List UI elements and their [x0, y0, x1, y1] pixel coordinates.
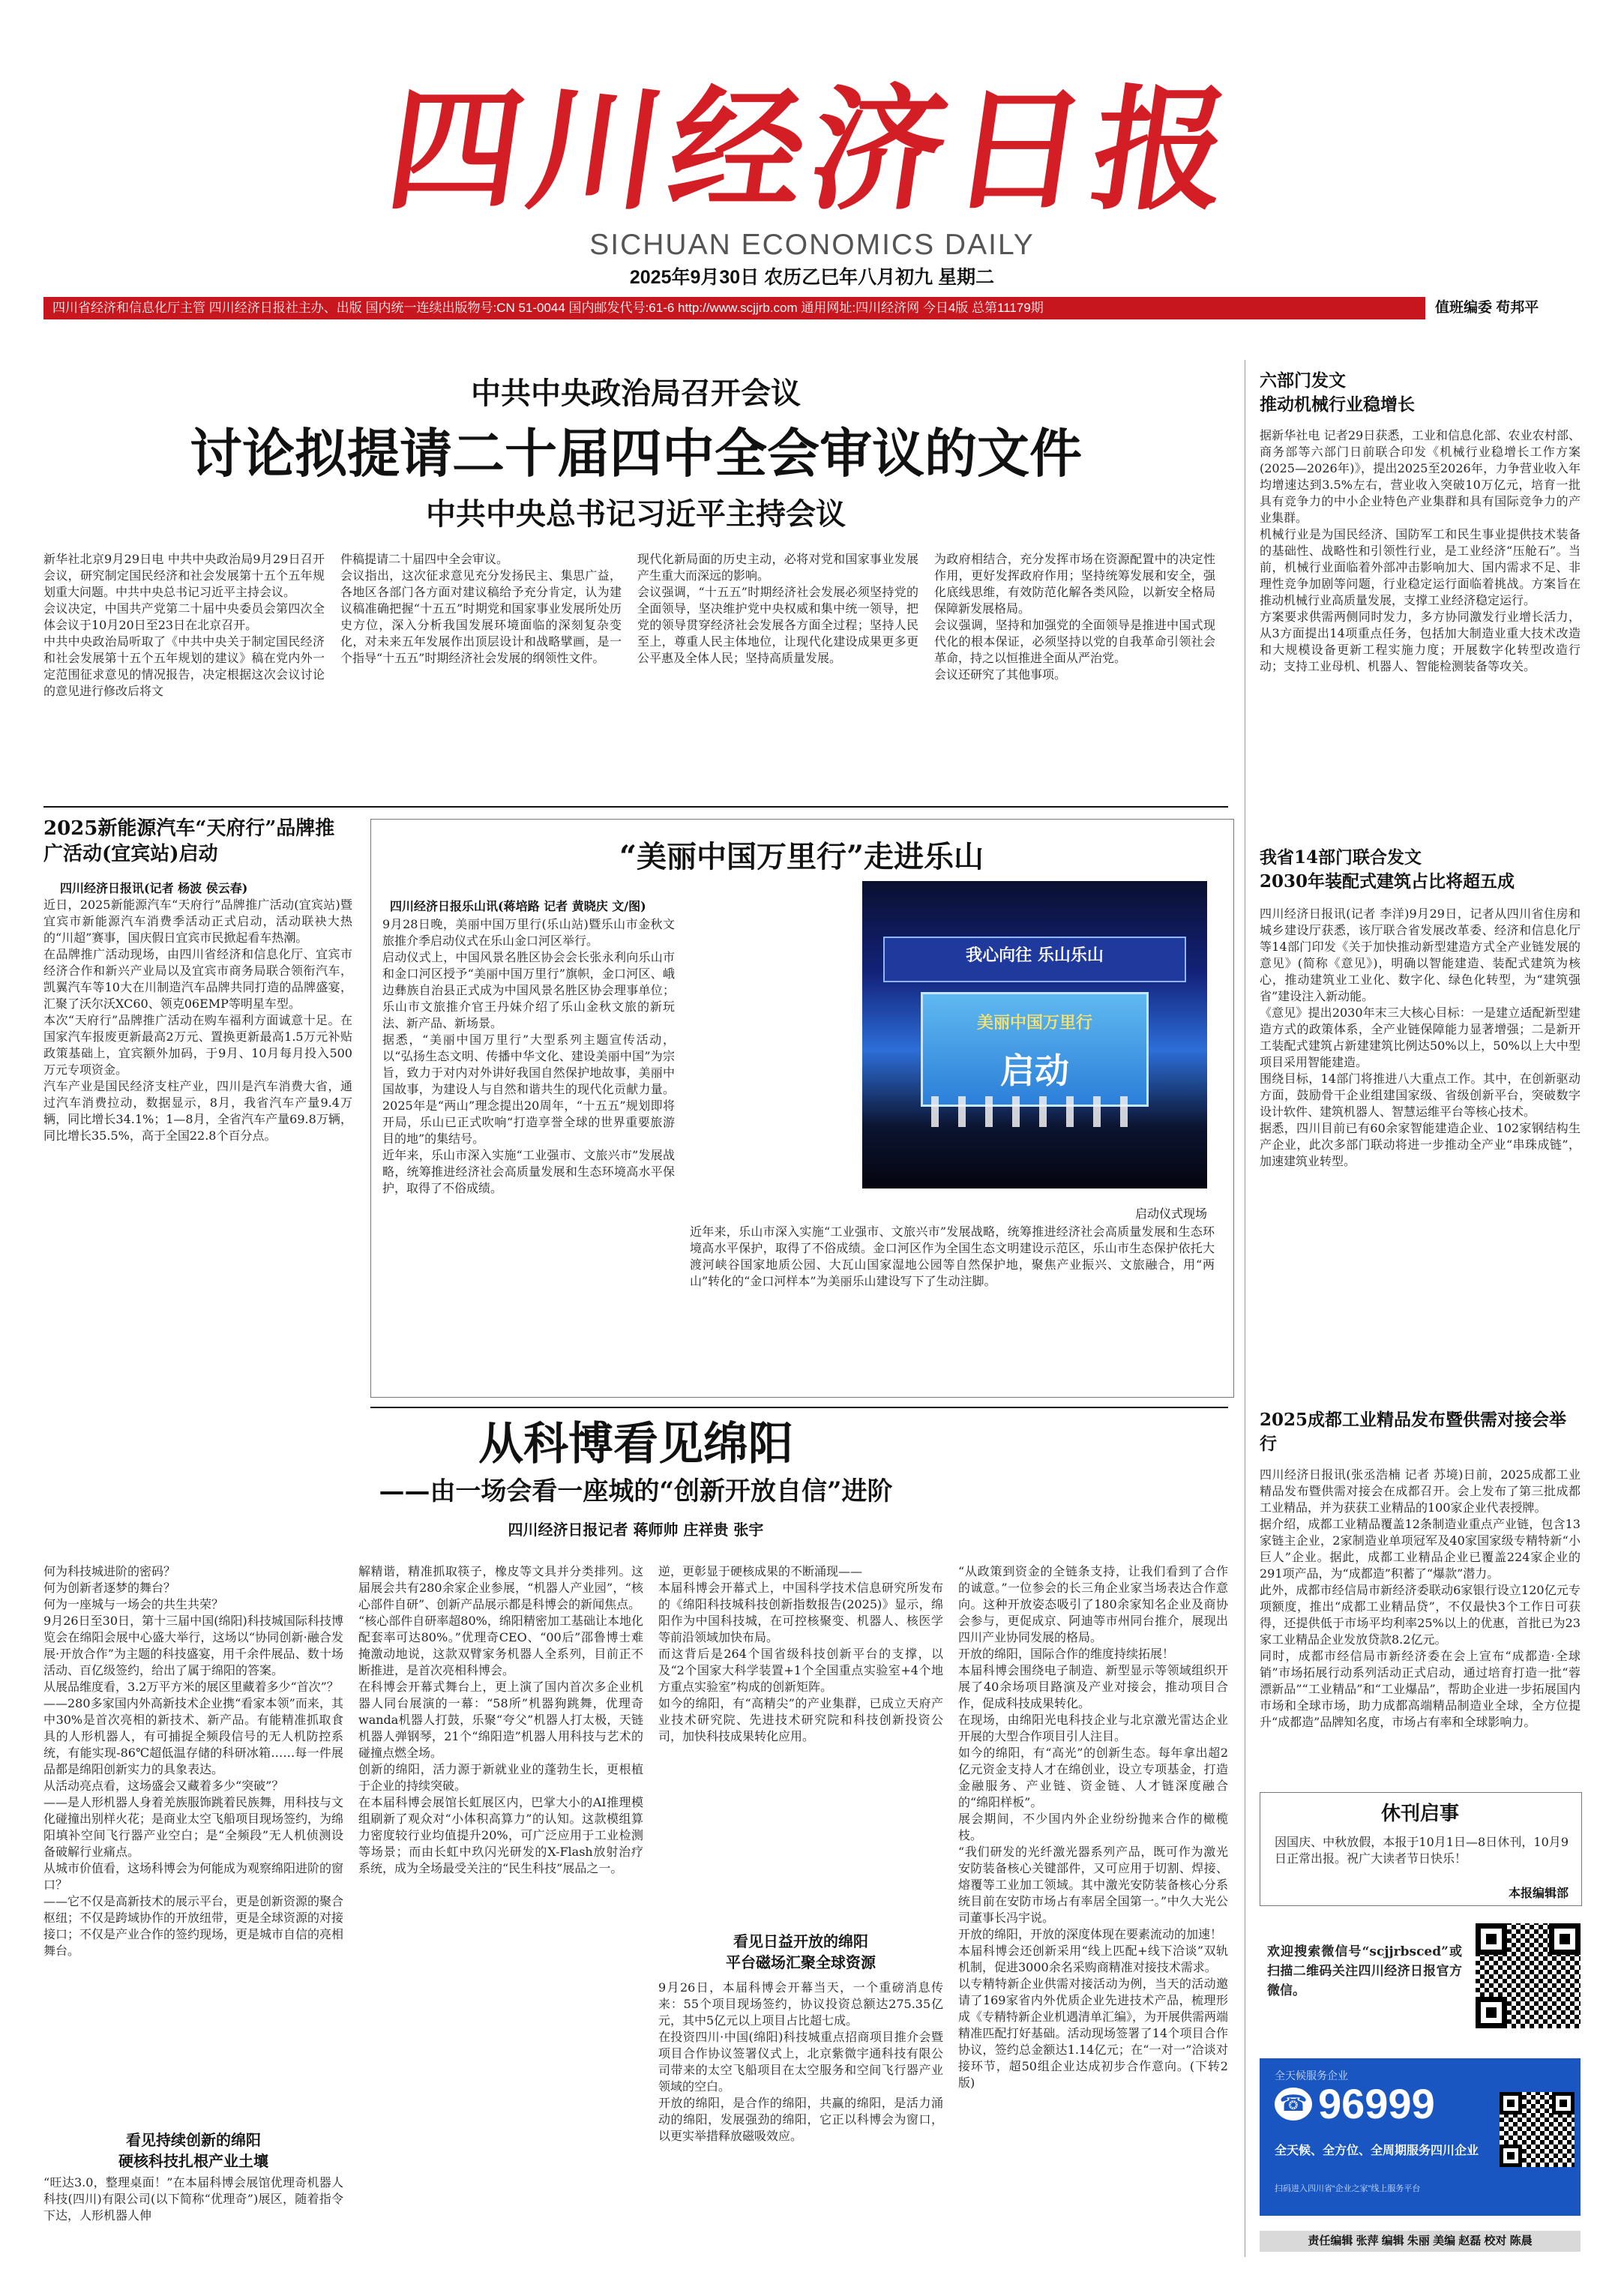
hotline-qr-code[interactable] [1500, 2092, 1575, 2167]
leshan-body-continued: 近年来，乐山市深入实施“工业强市、文旅兴市”发展战略，统筹推进经济社会高质量发展和生态环境高水平保护，取得了不俗成绩。金口河区作为全国生态文明建设示范区，乐山市生态保护依托大渡河峡谷国家地质公园、大瓦山国家湿地公园等自然保护地，聚焦产业振兴、文旅融合，用“两山”转化的“金口河样本”为美丽乐山建设写下了生动注脚。 [690, 1224, 1215, 1288]
notice-body: 因国庆、中秋放假，本报于10月1日—8日休刊，10月9日正常出报。祝广大读者节日快乐！ [1275, 1835, 1569, 1866]
lead-column-1: 新华社北京9月29日电 中共中央政治局9月29日召开会议，研究制定国民经济和社会发展第十五个五年规划重大问题。中共中央总书记习近平主持会议。 会议决定，中国共产党第二十届中央委员会第四次全体会议于10月20日至23日在北京召开。 中共中央政治局听取了《中共中央关于制定国民经济和社会发展第十五个五年规划的建议》稿在党内外一定范围征求意见的情况报告，决定根据这次会议讨论的意见进行修改后将文 [43, 552, 325, 698]
lead-column-3: 现代化新局面的历史主动，必将对党和国家事业发展产生重大而深远的影响。 会议强调，“十五五”时期经济社会发展必须坚持党的全面领导，坚决维护党中央权威和集中统一领导，把党的领导贯穿经济社会发展各方面全过程；坚持人民至上，尊重人民主体地位，让现代化建设成果更多更公平惠及全体人民；坚持高质量发展。 [637, 552, 918, 665]
expo-column-4: “从政策到资金的全链条支持，让我们看到了合作的诚意。”一位参会的长三角企业家当场表达合作意向。这种开放姿态吸引了180余家知名企业及商协会参与，更促成京、阿迪等市州同台推介，展现出四川产业协同发展的格局。 开放的绵阳，国际合作的维度持续拓展！ 本届科博会围绕电子制造、新型显示等领域组织开展了40余场项目路演及产业对接会，推动项目合作，促成科技成果转化。 在现场，由绵阳光电科技企业与北京激光雷达企业开展的大型合作项目引人注目。 如今的绵阳，有“高光”的创新生态。每年拿出超2亿元资金支持人才在绵创业，设立专项基金，打造金融服务、产业链、资金链、人才链深度融合的“绵阳样板”。 展会期间，不少国内外企业纷纷抛来合作的橄榄枝。 “我们研发的光纤激光器系列产品，既可作为激光安防装备核心关键部件，又可应用于切割、焊接、熔覆等工业加工领域。其中激光安防装备核心分系统目前在安防市场占有率居全国第一。”中久大光公司董事长冯宇说。 开放的绵阳，开放的深度体现在要素流动的加速！ 本届科博会还创新采用“线上匹配+线下洽谈”双轨机制，促进3000余名采购商精准对接技术需求。 以专精特新企业供需对接活动为例，当天的活动邀请了169家省内外优质企业先进技术产品，梳理形成《专精特新企业机遇清单汇编》，为开展供需两端精准匹配打好基础。活动现场签署了14个项目合作协议，签约总金额达1.14亿元；在“一对一”洽谈对接环节，超50组企业达成初步合作意向。(下转2版) [958, 1564, 1228, 2090]
masthead-date: 2025年9月30日 农历乙巳年八月初九 星期二 [629, 267, 995, 288]
hotline-small-text: 全天候服务企业 [1275, 2070, 1348, 2082]
photo-people-row [931, 1096, 1138, 1127]
qr-finder-3 [1476, 1997, 1507, 2028]
machinery-body: 据新华社电 记者29日获悉，工业和信息化部、农业农村部、商务部等六部门日前联合印发《机械行业稳增长工作方案(2025—2026年)》，提出2025至2026年，力争营业收入年均增速达到3.5%左右，营业收入突破10万亿元，培育一批具有竞争力的中小企业特色产业集群和具有国际竞争力的产业集群。 机械行业是为国民经济、国防军工和民生事业提供技术装备的基础性、战略性和引领性行业，是工业经济“压舱石”。当前，机械行业面临着外部冲击影响加大、国内需求不足、非理性竞争加剧等问题，行业稳定运行面临着挑战。方案旨在推动机械行业高质量发展，支撑工业经济稳定运行。 方案要求供需两侧同时发力，多方协同激发行业增长活力，从3方面提出14项重点任务，包括加大制造业重大技术改造和大规模设备更新工程实施力度；开展数字化转型改造行动；支持工业母机、机器人、智能检测装备等攻关。 [1260, 428, 1581, 673]
expo-column-3: 逆，更彰显于硬核成果的不断涌现—— 本届科博会开幕式上，中国科学技术信息研究所发布的《绵阳科技城科技创新指数报告(2025)》显示，绵阳作为中国科技城，在可控核聚变、机器人、核医学等前沿领域加快布局。 而这背后是264个国省级科技创新平台的支撑，以及“2个国家大科学装置+1个全国重点实验室+4个地方重点实验室”构成的创新矩阵。 如今的绵阳，有“高精尖”的产业集群，已成立天府产业技术研究院、先进技术研究院和科技创新投资公司，加快科技成果转化应用。 [658, 1564, 943, 1743]
expo-divider [370, 1407, 1228, 1408]
machinery-headline: 六部门发文 推动机械行业稳增长 [1260, 370, 1415, 415]
qr-finder-3 [1500, 2145, 1522, 2167]
leshan-headline: “美丽中国万里行”走进乐山 [619, 839, 984, 874]
photo-banner-text: 我心向往 乐山乐山 [966, 946, 1104, 965]
qr-finder-1 [1476, 1923, 1507, 1955]
expo-column-3-subhead: 看见日益开放的绵阳 平台磁场汇聚全球资源 [726, 1932, 876, 1971]
leshan-body: 9月28日晚，美丽中国万里行(乐山站)暨乐山市金秋文旅推介季启动仪式在乐山金口河区举行。 启动仪式上，中国风景名胜区协会会长张永利向乐山市和金口河区授予“美丽中国万里行”旗帜，金口河区、峨边彝族自治县正式成为中国风景名胜区协会理事单位；乐山市文旅推介官王丹妹介绍了乐山金秋文旅的新玩法、新产品、新场景。 据悉，“美丽中国万里行”大型系列主题宣传活动，以“弘扬生态文明、传播中华文化、建设美丽中国”为宗旨，致力于对内对外讲好我国自然保护地故事，美丽中国故事，为建设人与自然和谐共生的现代化贡献力量。2025年是“两山”理念提出20周年，“十五五”规划即将开局，乐山已正式吹响“打造享誉全球的世界重要旅游目的地”的集结号。 近年来，乐山市深入实施“工业强市、文旅兴市”发展战略，统筹推进经济社会高质量发展和生态环境高水平保护，取得了不俗成绩。 [382, 917, 675, 1195]
expo-subhead: ——由一场会看一座城的“创新开放自信”进阶 [379, 1476, 893, 1506]
qr-finder-1 [1500, 2092, 1522, 2115]
prefab-headline: 我省14部门联合发文 2030年装配式建筑占比将超五成 [1260, 847, 1515, 892]
expo-headline: 从科博看见绵阳 [478, 1418, 793, 1470]
photo-caption: 启动仪式现场 [1134, 1206, 1207, 1221]
info-bar: 四川省经济和信息化厅主管 四川经济日报社主办、出版 国内统一连续出版物号:CN 51-0044 国内邮发代号:61-6 http://www.scjjrb.com 通用网址:四川经济网 今日4版 总第11179期 [43, 297, 1425, 319]
chengdu-body: 四川经济日报讯(张丞浩楠 记者 苏境)日前，2025成都工业精品发布暨供需对接会在成都召开。会上发布了第三批成都工业精品，并为获获工业精品的100家企业代表授牌。 据介绍，成都工业精品覆盖12条制造业重点产业链，包含13家链主企业，2家制造业单项冠军及40家国家级专精特新“小巨人”企业。据此，成都工业精品企业已覆盖224家企业的291项产品，为“成都造”积蓄了“爆款”潜力。 此外，成都市经信局市新经济委联动6家银行设立120亿元专项额度，推出“成都工业精品贷”，不仅最快3个工作日可获得，还提供低于市场平均利率25%以上的优惠，首批已为23家工业精品企业发放贷款8.2亿元。 同时，成都市经信局市新经济委在会上宣布“成都造·全球销”市场拓展行动系列活动正式启动，通过培育打造一批“蓉漂新品”“工业精品”和“工业爆品”，帮助企业进一步拓展国内市场和全球市场，助力成都高端精品制造业全球，全方位提升“成都造”品牌知名度，市场占有率和全球影响力。 [1260, 1467, 1581, 1729]
notice-title: 休刊启事 [1380, 1803, 1459, 1825]
lead-headline: 讨论拟提请二十届四中全会审议的文件 [190, 422, 1082, 484]
credits-bar: 责任编辑 张萍 编辑 朱丽 美编 赵磊 校对 陈晨 [1260, 2231, 1581, 2252]
hotline-tiny-text: 扫码进入四川省“企业之家”线上服务平台 [1275, 2184, 1421, 2193]
ev-campaign-headline: 2025新能源汽车“天府行”品牌推广活动(宜宾站)启动 [43, 817, 335, 865]
photo-screen-word: 启动 [1000, 1051, 1069, 1092]
photo-screen-title: 美丽中国万里行 [976, 1014, 1092, 1033]
expo-intro: 何为科技城进阶的密码？ 何为创新者逐梦的舞台？ 何为一座城与一场会的共生共荣？ 9月26日至30日，第十三届中国(绵阳)科技城国际科技博览会在绵阳会展中心盛大举行，这场以“协同创新·融合发展·开放合作”为主题的科技盛宴，用千余件展品、数十场活动、百亿级签约，给出了属于绵阳的答案。 从展品维度看，3.2万平方米的展区里藏着多少“首次”？ ——280多家国内外高新技术企业携“看家本领”而来，其中30%是首次亮相的新技术、新产品。有能精准抓取食具的人形机器人，有可捕捉全频段信号的无人机防控系统，有能实现-86℃超低温存储的科研冰箱……每一件展品都是绵阳创新实力的具象表达。 从活动亮点看，这场盛会又藏着多少“突破”？ ——是人形机器人身着羌族服饰跳着民族舞，用科技与文化碰撞出别样火花；是商业太空飞船项目现场签约，为绵阳填补空间飞行器产业空白；是“全频段”无人机侦测设备破解行业痛点。 从城市价值看，这场科博会为何能成为观察绵阳进阶的窗口？ ——它不仅是高新技术的展示平台，更是创新资源的聚合枢纽；不仅是跨域协作的开放纽带，更是全球资源的对接接口；不仅是产业合作的签约现场，更是城市自信的亮相舞台。 [43, 1564, 343, 1958]
launch-ceremony-photo [862, 881, 1207, 1188]
lead-kicker: 中共中央政治局召开会议 [471, 376, 801, 411]
expo-byline: 四川经济日报记者 蒋师帅 庄祥贵 张宇 [508, 1521, 764, 1539]
bottom-left-headline: 看见持续创新的绵阳 硬核科技扎根产业土壤 [118, 2131, 268, 2170]
lead-subhead: 中共中央总书记习近平主持会议 [426, 496, 846, 532]
masthead-title: 四川经济日报 [378, 71, 1246, 228]
hotline-number: 96999 [1318, 2080, 1435, 2127]
bottom-left-body: “旺达3.0，整理桌面！”在本届科博会展馆优理奇机器人科技(四川)有限公司(以下简称“优理奇”)展区，随着指令下达，人形机器人伸 [43, 2175, 343, 2223]
qr-finder-2 [1549, 1923, 1581, 1955]
prefab-body: 四川经济日报讯(记者 李洋)9月29日，记者从四川省住房和城乡建设厅获悉，该厅联合省发展改革委、经济和信息化厅等14部门印发《关于加快推动新型建造方式全产业链发展的意见》(简称《意见》)，明确以智能建造、装配式建筑为核心，推动建筑业工业化、数字化、绿色化转型，为“建筑强省”建设注入新动能。 《意见》提出2030年末三大核心目标：一是建立适配新型建造方式的政策体系，全产业链保障能力显著增强；二是新开工装配式建筑占新建建筑比例达50%以上，50%以上大中型项目采用智能建造。 围绕目标，14部门将推进八大重点工作。其中，在创新驱动方面，鼓励骨干企业组建国家级、省级创新平台，突破数字设计软件、建筑机器人、智慧运维平台等核心技术。 据悉，四川目前已有60余家智能建造企业、102家钢结构生产企业，此次多部门联动将进一步推动全产业“串珠成链”，加速建筑业转型。 [1260, 907, 1581, 1168]
ev-campaign-body: 近日，2025新能源汽车“天府行”品牌推广活动(宜宾站)暨宜宾市新能源汽车消费季活动正式启动，活动联袂大热的“川超”赛事，国庆假日宜宾市民掀起看车热潮。 在品牌推广活动现场，由四川省经济和信息化厅、宜宾市经济合作和新兴产业局以及宜宾市商务局联合领衔汽车，凯翼汽车等10大在川制造汽车品牌共同打造的品牌盛宴，汇聚了沃尔沃XC60、领克06EMP等明星车型。 本次“天府行”品牌推广活动在购车福利方面诚意十足。在国家汽车报废更新最高2万元、置换更新最高1.5万元补贴政策基础上，宜宾额外加码，于9月、10月每月投入500万元专项资金。 汽车产业是国民经济支柱产业，四川是汽车消费大省，通过汽车消费拉动，数据显示，8月，我省汽车产量9.4万辆，同比增长34.1%；1—8月，全省汽车产量69.8万辆，同比增长35.5%，高于全国22.8个百分点。 [43, 898, 352, 1143]
notice-sign: 本报编辑部 [1508, 1886, 1569, 1900]
ev-campaign-byline: 四川经济日报讯(记者 杨波 侯云春) [60, 881, 248, 895]
lead-divider [43, 806, 1228, 808]
lead-column-4: 为政府相结合，充分发挥市场在资源配置中的决定性作用，更好发挥政府作用；坚持统筹发展和安全，强化底线思维，有效防范化解各类风险，以新安全格局保障新发展格局。 会议强调，坚持和加强党的全面领导是推进中国式现代化的根本保证，必须坚持以党的自我革命引领社会革命，持之以恒推进全面从严治党。 会议还研究了其他事项。 [934, 552, 1215, 682]
lead-column-2: 件稿提请二十届四中全会审议。 会议指出，这次征求意见充分发扬民主、集思广益，各地区各部门各方面对建议稿给予充分肯定，认为建议稿准确把握“十五五”时期党和国家事业发展所处历史方位，深入分析我国发展环境面临的深刻复杂变化，对未来五年发展作出顶层设计和战略擘画，是一个指导“十五五”时期经济社会发展的纲领性文件。 [340, 552, 622, 665]
qr-finder-2 [1552, 2092, 1575, 2115]
leshan-byline: 四川经济日报乐山讯(蒋培路 记者 黄晓庆 文/图) [390, 899, 646, 913]
expo-column-2: 解精谐，精准抓取筷子，橡皮等文具并分类排列。这届展会共有280余家企业参展，“机器人产业园”，“核心部件自研”、创新产品展示都是科博会的新闻焦点。 “核心部件自研率超80%，绵阳精密加工基础让本地化配套率可达80%。”优理奇CEO、“00后”邵鲁博士难掩激动地说，这款双臂家务机器人全系列，目前正不断推进，是首次亮相科博会。 在科博会开幕式舞台上，更上演了国内首次多企业机器人同台展演的一幕：“58所”机器狗跳舞，优理奇wanda机器人打鼓，乐聚“夸父”机器人打太极，天链机器人弹钢琴，21个“绵阳造”机器人用科技与艺术的碰撞点燃全场。 创新的绵阳，活力源于新就业业的蓬勃生长，更根植于企业的持续突破。 在本届科博会展馆长虹展区内，巴掌大小的AI推理模组刷新了观众对“小体积高算力”的认知。这款模组算力密度较行业均值提升20%，可广泛应用于工业检测等场景；而由长虹中玖闪光研发的X-Flash放射治疗系统，成为全场最受关注的“民生科技”展品之一。 [358, 1564, 643, 1875]
chengdu-headline: 2025成都工业精品发布暨供需对接会举行 [1260, 1410, 1567, 1454]
duty-editor: 值班编委 苟邦平 [1435, 300, 1539, 316]
wechat-text: 欢迎搜索微信号“scjjrbsced”或扫描二维码关注四川经济日报官方微信。 [1267, 1944, 1462, 1998]
expo-column-3b: 9月26日，本届科博会开幕当天，一个重磅消息传来：55个项目现场签约，协议投资总额达275.35亿元，其中5亿元以上项目占比超七成。 在投资四川·中国(绵阳)科技城重点招商项目推介会暨项目合作协议签署仪式上，北京紫微宇通科技有限公司带来的太空飞船项目在太空服务和空间飞行器产业领域的空白。 开放的绵阳，是合作的绵阳，共赢的绵阳，是活力涌动的绵阳，发展强劲的绵阳，它正以科博会为窗口，以更实举措释放磁吸效应。 [658, 1980, 943, 2143]
phone-icon: ☎ [1275, 2088, 1312, 2121]
masthead-english: SICHUAN ECONOMICS DAILY [589, 229, 1035, 261]
wechat-qr-code[interactable] [1476, 1923, 1581, 2028]
hotline-slogan: 全天候、全方位、全周期服务四川企业 [1275, 2145, 1479, 2157]
